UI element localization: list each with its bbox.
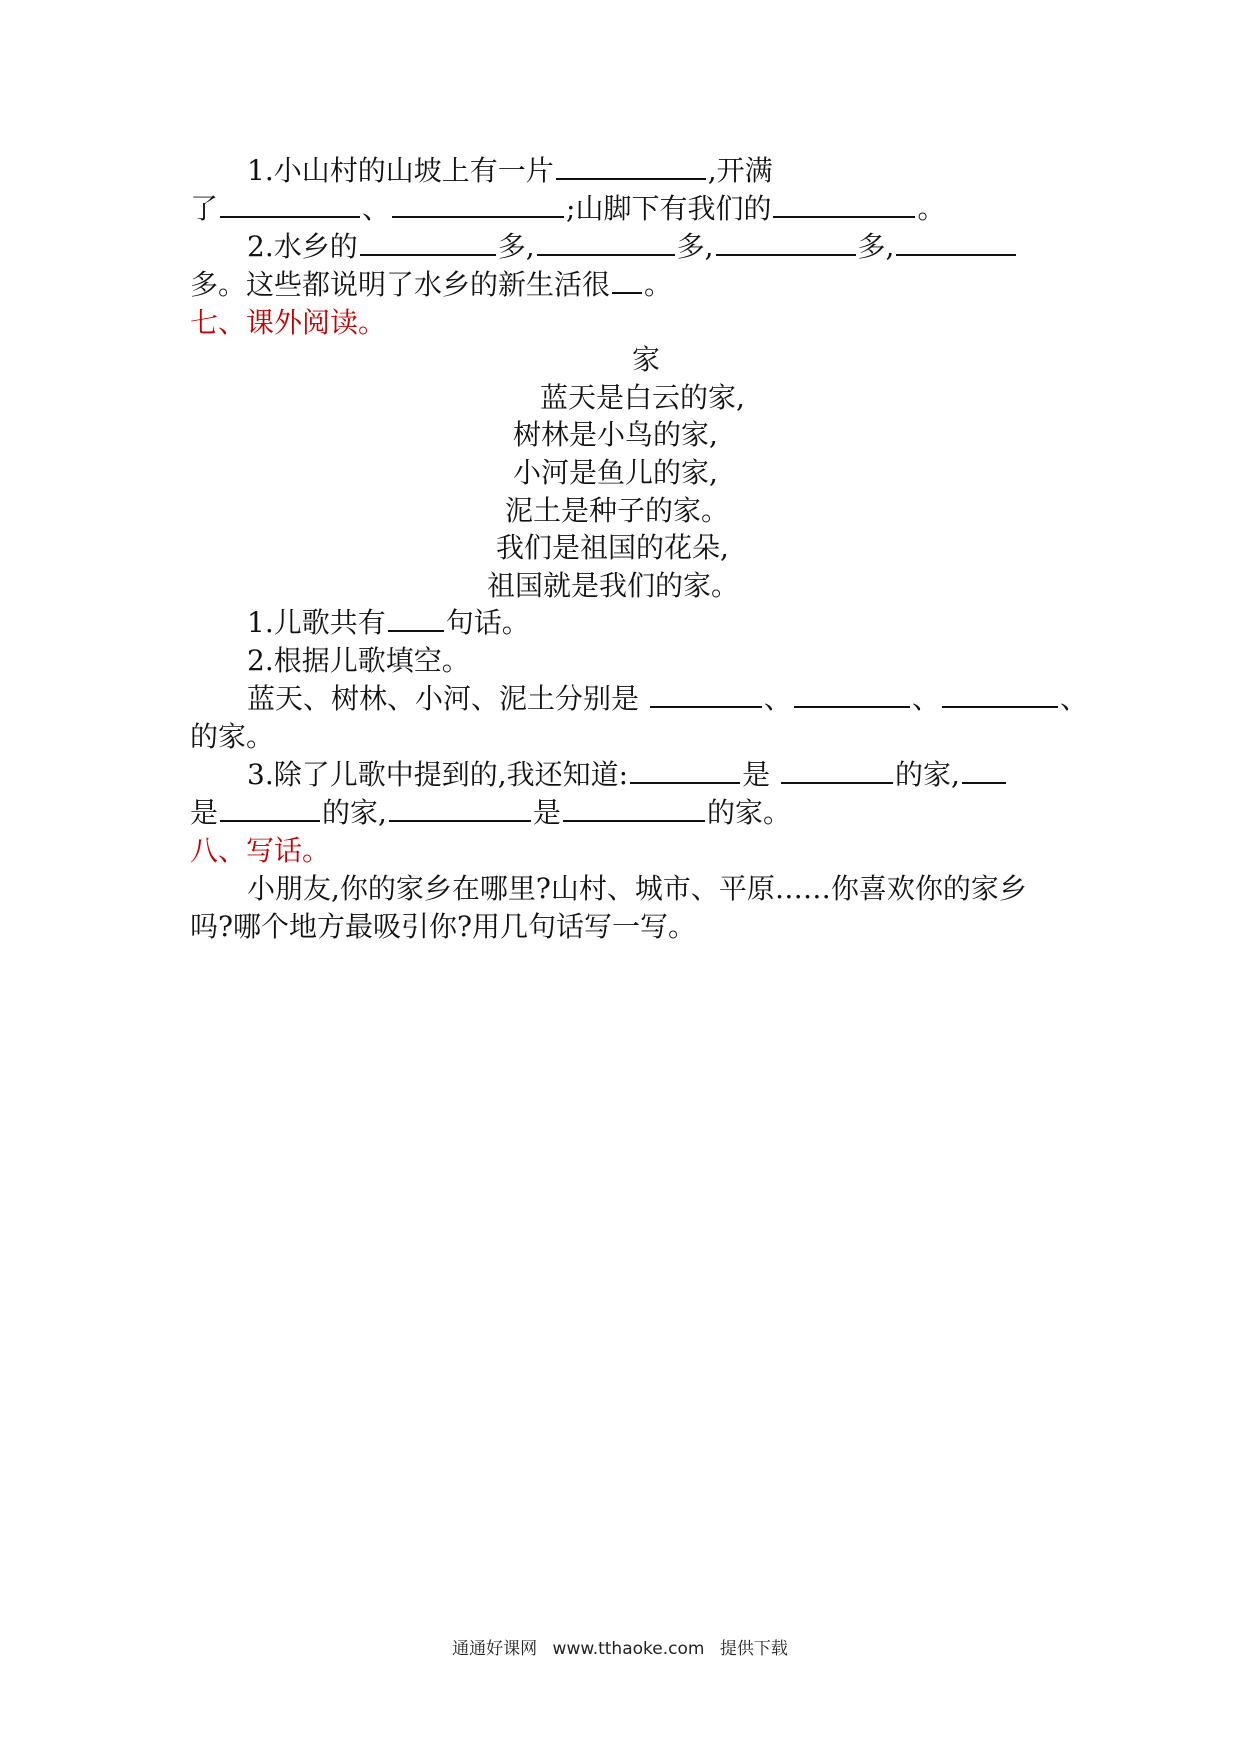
answer-blank[interactable]	[563, 794, 705, 822]
s7-q2: 2.根据儿歌填空。	[247, 644, 470, 677]
s6-q1-line2	[190, 190, 1060, 228]
s6-q2-text: 2.水乡的	[247, 230, 358, 263]
answer-blank[interactable]	[773, 190, 915, 218]
poem-line: 树林是小鸟的家,	[513, 418, 718, 451]
answer-blank[interactable]	[942, 680, 1058, 708]
answer-blank[interactable]	[389, 794, 531, 822]
s7-q1	[190, 604, 1117, 642]
answer-blank[interactable]	[630, 756, 740, 784]
s6-q1-text: 1.小山村的山坡上有一片	[247, 154, 554, 187]
s7-q3-text: 3.除了儿歌中提到的,我还知道:	[247, 758, 629, 791]
answer-blank[interactable]	[781, 756, 893, 784]
s7-q3-text: 是	[532, 796, 561, 829]
answer-blank[interactable]	[220, 794, 320, 822]
s8-prompt-line1: 小朋友,你的家乡在哪里?山村、城市、平原……你喜欢你的家乡	[247, 872, 1027, 905]
poem-title: 家	[632, 343, 661, 376]
s6-q1-line1	[190, 152, 1117, 190]
poem-line: 蓝天是白云的家,	[540, 381, 745, 414]
s7-q3-text: 的家,	[894, 758, 960, 791]
answer-blank[interactable]	[612, 266, 642, 294]
s8-prompt-line2: 吗?哪个地方最吸引你?用几句话写一写。	[190, 910, 697, 943]
s7-q3-line1	[190, 756, 1117, 794]
s7-q3-text: 是	[190, 796, 219, 829]
s6-q1-text: ,开满	[707, 154, 773, 187]
answer-blank[interactable]	[360, 228, 496, 256]
answer-blank[interactable]	[537, 228, 675, 256]
poem-line: 泥土是种子的家。	[505, 494, 730, 527]
s7-q3-text: 是	[742, 758, 771, 791]
answer-blank[interactable]	[556, 152, 706, 180]
s6-q1-text: 、	[362, 192, 391, 225]
s7-q3-text: 的家。	[706, 796, 791, 829]
poem-line: 祖国就是我们的家。	[487, 569, 740, 602]
s7-q2-text: 、	[1059, 682, 1088, 715]
section-heading: 八、写话。	[190, 834, 331, 867]
poem-line: 小河是鱼儿的家,	[513, 456, 718, 489]
s6-q1-text: ;山脚下有我们的	[566, 192, 772, 225]
s7-q2-fill-line2: 的家。	[190, 720, 275, 753]
answer-blank[interactable]	[962, 756, 1006, 784]
s6-q2-line1	[190, 228, 1117, 266]
answer-blank[interactable]	[794, 680, 910, 708]
s6-q1-text: 了	[190, 192, 219, 225]
answer-blank[interactable]	[716, 228, 856, 256]
s7-q2-text: 、	[763, 682, 792, 715]
s6-q2-text: 多,	[676, 230, 714, 263]
s6-q1-text: 。	[917, 192, 946, 225]
s7-q1-text: 句话。	[445, 606, 530, 639]
poem-line: 我们是祖国的花朵,	[496, 531, 729, 564]
s7-q3-text: 的家,	[322, 796, 387, 829]
section-heading: 七、课外阅读。	[190, 306, 387, 339]
s7-q2-fill-line1	[190, 680, 1117, 718]
s7-q2-text: 、	[911, 682, 940, 715]
s6-q2-line2	[190, 266, 1060, 304]
footer-site-name: 通通好课网	[452, 1639, 538, 1659]
s6-q2-text: 多,	[497, 230, 535, 263]
answer-blank[interactable]	[650, 680, 762, 708]
s6-q2-text: 多。这些都说明了水乡的新生活很	[190, 268, 611, 301]
footer-suffix: 提供下载	[719, 1639, 788, 1659]
answer-blank[interactable]	[388, 604, 444, 632]
s7-q2-text: 蓝天、树林、小河、泥土分别是	[247, 682, 640, 715]
s6-q2-text: 。	[644, 268, 673, 301]
page-footer	[0, 1634, 1240, 1659]
s7-q3-line2	[190, 794, 1060, 832]
answer-blank[interactable]	[220, 190, 360, 218]
footer-url[interactable]: www.tthaoke.com	[552, 1639, 705, 1659]
s6-q2-text: 多,	[857, 230, 895, 263]
answer-blank[interactable]	[896, 228, 1016, 256]
s7-q1-text: 1.儿歌共有	[247, 606, 386, 639]
answer-blank[interactable]	[392, 190, 564, 218]
